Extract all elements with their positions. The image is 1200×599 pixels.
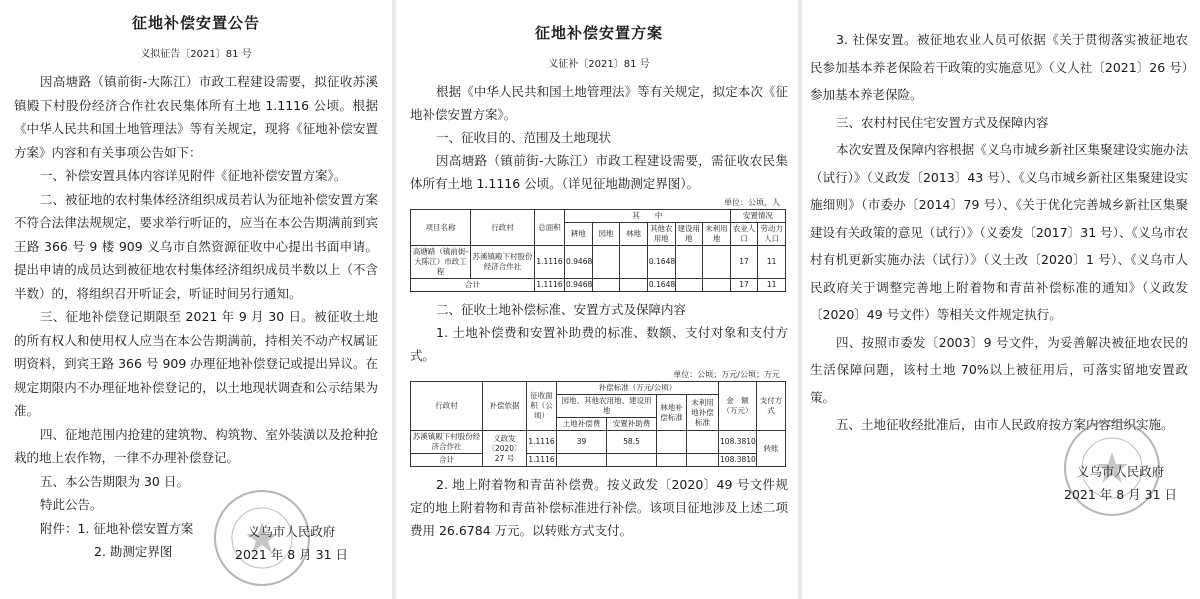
table-cell xyxy=(592,246,620,279)
table-cell xyxy=(703,279,731,292)
table-header: 林地补偿标准 xyxy=(657,395,687,431)
table-header: 安置补助费 xyxy=(607,418,657,431)
table-cell: 1.1116 xyxy=(535,279,565,292)
table-header: 其 中 xyxy=(565,210,731,223)
table-row xyxy=(411,246,786,279)
table-header: 金 额（万元） xyxy=(719,382,757,431)
signature-authority: 义乌市人民政府 xyxy=(1076,464,1165,479)
table-cell xyxy=(657,454,687,467)
plan-paragraph: 四、按照市委发〔2003〕9 号文件，为妥善解决被征地农民的生活保障问题，该村土地 70%以上被征用后，可落实留地安置政策。 xyxy=(810,334,1188,405)
signature-block xyxy=(235,520,348,566)
table-row xyxy=(411,431,786,454)
table-cell xyxy=(557,454,607,467)
table-header: 未利用地 xyxy=(703,223,731,246)
table-cell xyxy=(703,246,731,279)
table-cell xyxy=(592,279,620,292)
plan-intro: 根据《中华人民共和国土地管理法》等有关规定，拟定本次《征地补偿安置方案》。 xyxy=(410,84,788,122)
section-heading: 一、征收目的、范围及土地现状 xyxy=(436,130,612,145)
table-cell: 108.3810 xyxy=(719,431,757,454)
notice-doc-number: 义拟征告〔2021〕81 号 xyxy=(140,49,252,60)
table-cell: 11 xyxy=(758,279,786,292)
notice-page xyxy=(0,0,392,599)
table-header: 劳动力人口 xyxy=(758,223,786,246)
table-unit: 单位：公顷、人 xyxy=(724,198,780,207)
attachment-item: 附件：1. 征地补偿安置方案 xyxy=(40,520,194,536)
table-unit: 单位：公顷；万元/公顷；万元 xyxy=(673,370,780,379)
notice-paragraph: 一、补偿安置具体内容详见附件《征地补偿安置方案》。 xyxy=(40,168,347,183)
table-header: 总面积 xyxy=(535,210,565,246)
table-cell xyxy=(675,279,703,292)
notice-paragraph: 五、本公告期限为 30 日。 xyxy=(40,473,189,489)
table-cell xyxy=(620,246,648,279)
table-cell: 58.5 xyxy=(607,431,657,454)
table-cell: 合计 xyxy=(411,454,483,467)
notice-paragraph: 四、征地范围内抢建的建筑物、构筑物、室外装潢以及抢种抢栽的地上农作物，一律不办理补偿登记。 xyxy=(14,426,378,465)
plan-continued-page xyxy=(802,0,1200,599)
table-cell: 0.1648 xyxy=(647,246,675,279)
table-cell: 0.1648 xyxy=(647,279,675,292)
land-status-table xyxy=(410,209,786,292)
plan-paragraph: 三、农村村民住宅安置方式及保障内容 xyxy=(836,114,1049,130)
compensation-table xyxy=(410,381,786,467)
signature-date: 2021 年 8 月 31 日 xyxy=(235,547,349,562)
table-cell: 1.1116 xyxy=(527,431,557,454)
table-cell: 1.1116 xyxy=(527,454,557,467)
table-header: 安置情况 xyxy=(730,210,785,223)
section-heading: 二、征收土地补偿标准、安置方式及保障内容 xyxy=(436,302,687,317)
table-cell: 17 xyxy=(730,246,758,279)
notice-paragraph: 特此公告。 xyxy=(40,497,103,512)
table-header: 农业人口 xyxy=(730,223,758,246)
section-text: 因高塘路（镇前街-大陈江）市政工程建设需要，需征收农民集体所有土地 1.1116 公顷。（详见征地勘测定界图）。 xyxy=(410,153,788,191)
table-total-row xyxy=(411,279,786,292)
table-header: 建设用地 xyxy=(675,223,703,246)
table-cell: 苏溪镇殿下村股份经济合作社 xyxy=(471,246,535,279)
table-header: 土地补偿费 xyxy=(557,418,607,431)
table-cell: 17 xyxy=(730,279,758,292)
table-cell: 39 xyxy=(557,431,607,454)
table-cell xyxy=(607,454,657,467)
table-cell: 11 xyxy=(758,246,786,279)
table-cell: 高塘路（镇前街-大陈江）市政工程 xyxy=(411,246,471,279)
plan-paragraph: 本次安置及保障内容根据《义乌市城乡新社区集聚建设实施办法（试行）》（义政发〔2013〕43 号）、《义乌市城乡新社区集聚建设实施细则》（市委办〔2014〕79 号）、《关于优化完善城乡新社区集聚建设有关政策的意见（试行）》（义委发〔2017〕31 号）、《义乌市农村有机更新实施办法（试行）》（义土改〔2020〕1 号）、《义乌市人民政府关于调整完善地上附着物和青苗补偿标准的通知》（义政发〔2020〕49 号文件）等相关文件规定执行。 xyxy=(810,142,1188,322)
plan-title: 征地补偿安置方案 xyxy=(534,24,663,42)
notice-paragraph: 因高塘路（镇前街-大陈江）市政工程建设需要，拟征收苏溪镇殿下村股份经济合作社农民集体所有土地 1.1116 公顷。根据《中华人民共和国土地管理法》等有关规定，现将《征地补偿安置方案》内容和有关事项公告如下： xyxy=(14,74,378,160)
table-cell: 合计 xyxy=(411,279,535,292)
table-header: 项目名称 xyxy=(411,210,471,246)
table-cell: 义政发〔2020〕27 号 xyxy=(483,431,527,467)
notice-paragraph: 二、被征地的农村集体经济组织成员若认为征地补偿安置方案不符合法律法规规定，要求举行听证的，应当在本公告期满前到宾王路 366 号 9 楼 909 义乌市自然资源征收中心提出书面申请。提出申请的成员达到被征地农村集体经济组织成员半数以上（不含半数）的，将组织召开听证会，听证时间另行通知。 xyxy=(14,191,378,301)
table-header: 行政村 xyxy=(411,382,483,431)
table-header: 补偿标准（万元/公顷） xyxy=(557,382,719,395)
table-cell xyxy=(687,431,719,454)
section-text: 2. 地上附着物和青苗补偿费。按义政发〔2020〕49 号文件规定的地上附着物和青苗补偿标准进行补偿。该项目征地涉及上述二项费用 26.6784 万元。以转账方式支付。 xyxy=(410,477,788,538)
table-cell xyxy=(675,246,703,279)
section-text: 1. 土地补偿费和安置补助费的标准、数额、支付对象和支付方式。 xyxy=(410,325,788,363)
table-cell: 转账 xyxy=(757,431,786,467)
plan-paragraph: 五、土地征收经批准后，由市人民政府按方案内容组织实施。 xyxy=(836,417,1174,432)
table-cell xyxy=(620,279,648,292)
table-header: 支付方式 xyxy=(757,382,786,431)
table-header: 耕地 xyxy=(565,223,593,246)
signature-authority: 义乌市人民政府 xyxy=(247,524,336,539)
notice-title: 征地补偿安置公告 xyxy=(131,14,260,32)
table-cell: 0.9468 xyxy=(565,279,593,292)
table-cell xyxy=(657,431,687,454)
table-header: 行政村 xyxy=(471,210,535,246)
table-header: 未利用地补偿标准 xyxy=(687,395,719,431)
table-header: 林地 xyxy=(620,223,648,246)
table-total-row xyxy=(411,454,786,467)
table-cell: 苏溪镇殿下村股份经济合作社 xyxy=(411,431,483,454)
attachment-item: 2. 勘测定界图 xyxy=(94,544,173,559)
table-header: 园地、其他农用地、建设用地 xyxy=(557,395,657,418)
signature-date: 2021 年 8 月 31 日 xyxy=(1064,487,1178,502)
plan-doc-number: 义征补〔2021〕81 号 xyxy=(548,59,650,70)
table-cell: 108.3810 xyxy=(719,454,757,467)
plan-paragraph: 3. 社保安置。被征地农业人员可依据《关于贯彻落实被征地农民参加基本养老保险若干政策的实施意见》（义人社〔2021〕26 号）参加基本养老保险。 xyxy=(810,32,1188,102)
table-cell: 1.1116 xyxy=(535,246,565,279)
table-cell: 0.9468 xyxy=(565,246,593,279)
table-header: 园地 xyxy=(592,223,620,246)
table-header: 其他农用地 xyxy=(647,223,675,246)
signature-block xyxy=(1064,460,1177,506)
notice-paragraph: 三、征地补偿登记期限至 2021 年 9 月 30 日。被征收土地的所有权人和使用权人应当在本公告期满前，持相关不动产权属证明资料，到宾王路 366 号 909 办理征地补偿登记或提出异议。在规定期限内不办理征地补偿登记的，以土地现状调查和公示结果为准。 xyxy=(14,309,378,418)
table-cell xyxy=(687,454,719,467)
plan-page xyxy=(396,0,798,599)
table-header: 补偿依据 xyxy=(483,382,527,431)
table-header: 征收面积（公顷） xyxy=(527,382,557,431)
